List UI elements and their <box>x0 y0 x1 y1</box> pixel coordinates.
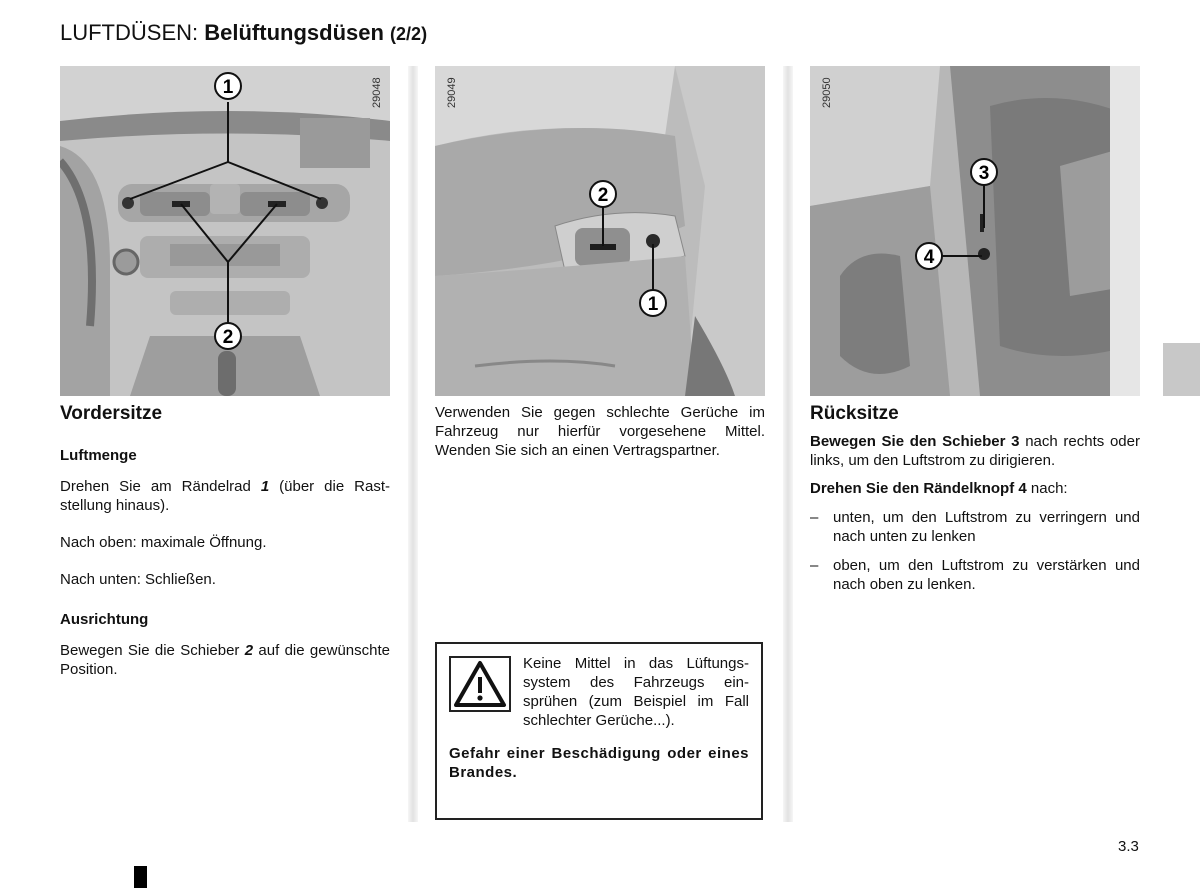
dashboard-vents-photo <box>60 66 390 396</box>
page-number: 3.3 <box>1118 838 1139 855</box>
warning-box <box>435 642 763 820</box>
column-divider <box>783 66 793 822</box>
list-item: – oben, um den Luftstrom zu verstärken und nach oben zu lenken. <box>810 557 1140 593</box>
image-code: 29048 <box>371 77 383 108</box>
title-main: LUFTDÜSEN: <box>60 20 205 45</box>
paragraph: Bewegen Sie die Schieber 2 auf die gewünschte Position. <box>60 642 390 678</box>
paragraph: Drehen Sie den Rändelknopf 4 nach: <box>810 480 1068 497</box>
paragraph: Verwenden Sie gegen schlechte Gerüche im Fahrzeug nur hierfür vorgesehene Mittel. Wenden Sie sich an einen Vertragspartner. <box>435 404 765 459</box>
page-title <box>60 20 427 46</box>
image-code: 29049 <box>446 77 458 108</box>
column-divider <box>408 66 418 822</box>
section-heading: Rücksitze <box>810 403 899 424</box>
callout-3: 3 <box>978 163 990 184</box>
side-vent-photo <box>435 66 765 396</box>
callout-2: 2 <box>597 185 609 206</box>
rear-vent-photo <box>810 66 1140 396</box>
page-marker <box>134 866 147 888</box>
warning-text: Keine Mittel in das Lüftungssystem des Fahrzeugs einsprühen (zum Beispiel im Fall schlechter Gerüche...). <box>523 655 749 729</box>
subheading-orientation: Ausrichtung <box>60 611 149 628</box>
subheading-air-volume: Luftmenge <box>60 447 137 464</box>
callout-1: 1 <box>647 294 659 315</box>
title-part: (2/2) <box>390 24 428 44</box>
callout-2: 2 <box>222 327 234 348</box>
callout-1: 1 <box>222 77 234 98</box>
section-heading: Vordersitze <box>60 403 163 424</box>
paragraph: Drehen Sie am Rändelrad 1 (über die Raststellung hinaus). <box>60 478 390 514</box>
warning-bold: Gefahr einer Beschädigung oder eines Brandes. <box>449 745 749 781</box>
chapter-tab <box>1163 343 1200 396</box>
title-sub: Belüftungsdüsen <box>204 20 384 45</box>
list-item: – unten, um den Luftstrom zu verringern und nach unten zu lenken <box>810 509 1140 545</box>
odor-section <box>435 403 765 469</box>
warning-triangle-icon <box>449 656 511 712</box>
image-code: 29050 <box>821 77 833 108</box>
rear-seats-section <box>810 402 1140 604</box>
paragraph: Nach oben: maximale Öffnung. <box>60 534 267 551</box>
paragraph: Bewegen Sie den Schieber 3 nach rechts oder links, um den Luftstrom zu dirigieren. <box>810 433 1140 469</box>
callout-4: 4 <box>923 247 935 268</box>
paragraph: Nach unten: Schließen. <box>60 571 216 588</box>
front-seats-section <box>60 402 390 688</box>
